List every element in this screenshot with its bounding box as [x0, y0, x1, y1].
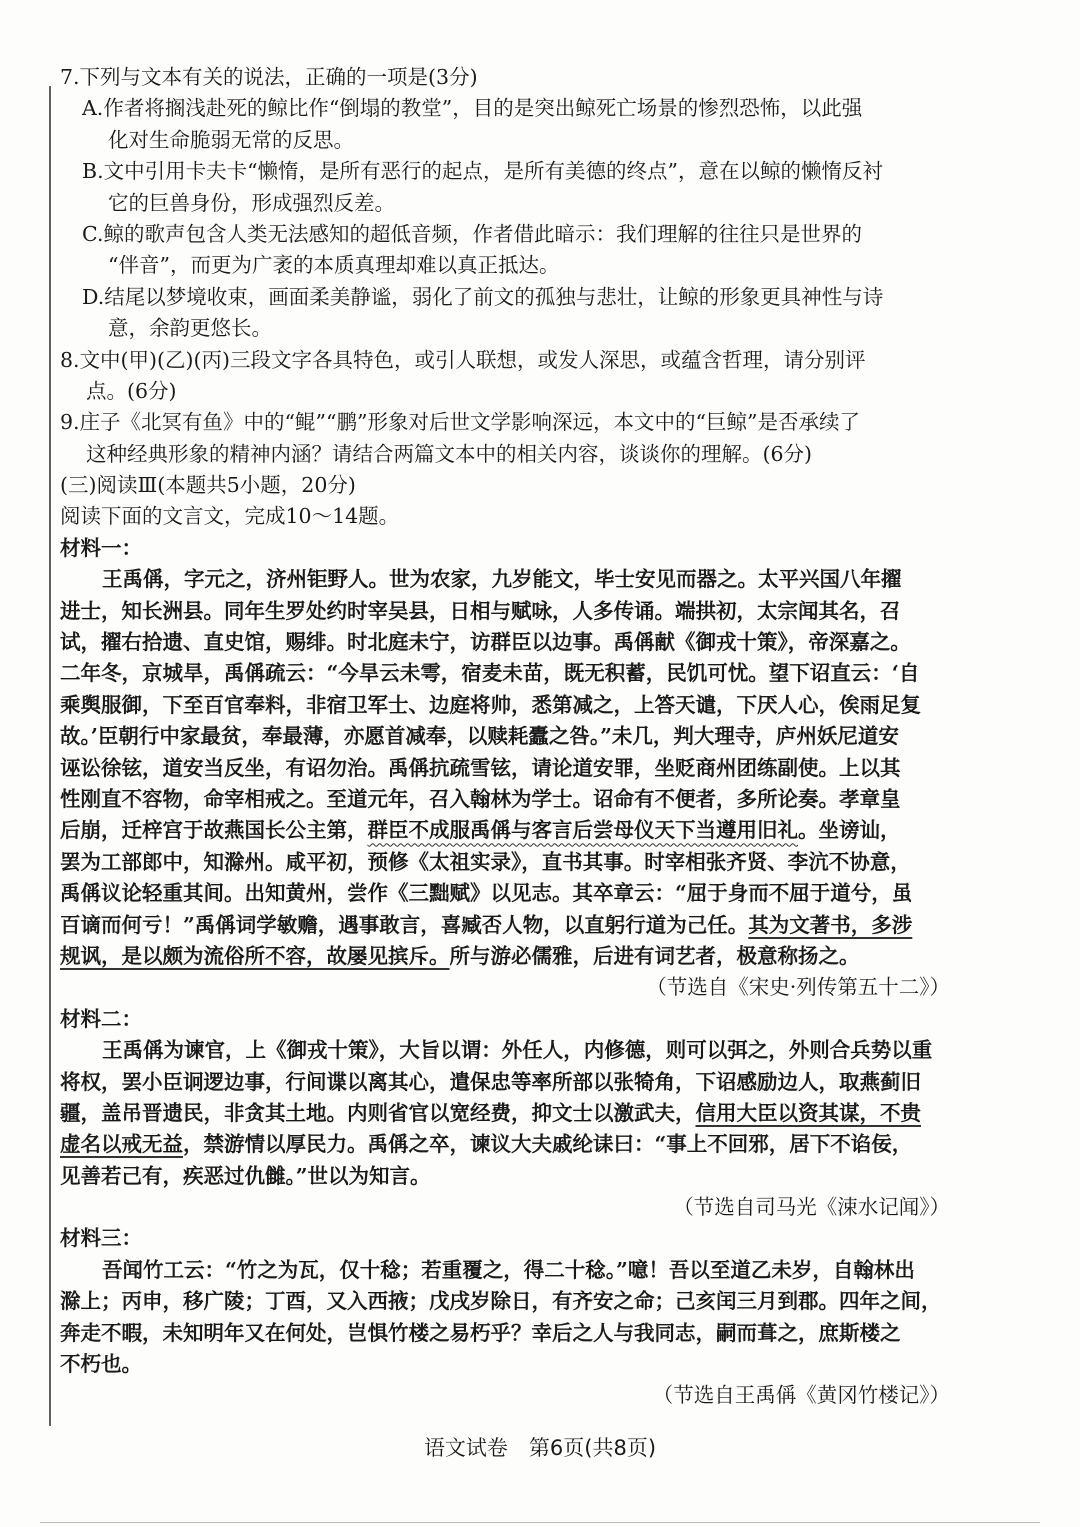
page-content: [60, 62, 960, 1412]
material2-line: 将权，罢小臣诇逻边事，行间谍以离其心，遣保忠等率所部以张犄角，下诏感励边人，取燕蓟旧: [60, 1069, 921, 1094]
text-run: 。坐谤讪，: [798, 818, 901, 843]
material1-source: （节选自《宋史·列传第五十二》）: [646, 975, 950, 1000]
text-run: 后崩，迁梓宫于故燕国长公主第，: [60, 818, 368, 843]
section3-title: (三)阅读Ⅲ(本题共5小题，20分): [60, 473, 356, 498]
q8-stem-cont: 点。(6分): [86, 378, 177, 403]
material3-label: 材料三：: [60, 1226, 142, 1251]
material1-line: 二年冬，京城旱，禹偁疏云：“今旱云未雩，宿麦未苗，既无积蓄，民饥可忧。望下诏直云：‘自: [60, 661, 920, 686]
q7-option-d: D.结尾以梦境收束，画面柔美静谧，弱化了前文的孤独与悲壮，让鲸的形象更具神性与诗: [82, 284, 884, 309]
material2-line: [60, 1129, 960, 1160]
text-run: 百谪而何亏！”禹偁词学敏赡，遇事敢言，喜臧否人物，以直躬行道为己任。: [60, 912, 749, 937]
underlined-sentence: 信用大臣以资其谋，不贵: [695, 1100, 921, 1125]
q8-stem: 8.文中(甲)(乙)(丙)三段文字各具特色，或引人联想，或发人深思，或蕴含哲理，请分别评: [60, 347, 866, 372]
page-footer: 语文试卷 第6页(共8页): [423, 1436, 657, 1460]
material1-line: 王禹偁，字元之，济州钜野人。世为农家，九岁能文，毕士安见而器之。太平兴国八年擢: [102, 567, 902, 592]
material2-source: （节选自司马光《涑水记闻》）: [673, 1195, 950, 1220]
material3-line: 不朽也。: [60, 1352, 142, 1377]
material3-line: 吾闻竹工云：“竹之为瓦，仅十稔；若重覆之，得二十稔。”噫！吾以至道乙未岁，自翰林出: [102, 1257, 915, 1282]
material1-line: 故。’臣朝行中家最贫，奉最薄，亦愿首减奉，以赎耗蠹之咎。”未几，判大理寺，庐州妖尼道安: [60, 724, 899, 749]
material3-source: （节选自王禹偁《黄冈竹楼记》）: [652, 1383, 950, 1408]
material2-line: 见善若己有，疾恶过仇雠。”世以为知言。: [60, 1163, 431, 1188]
material1-line: 诬讼徐铉，道安当反坐，有诏勿治。禹偁抗疏雪铉，请论道安罪，坐贬商州团练副使。上以其: [60, 755, 901, 780]
material1-label: 材料一：: [60, 535, 142, 560]
section3-instruction: 阅读下面的文言文，完成10～14题。: [60, 504, 400, 529]
material1-line: 试，擢右拾遗、直史馆，赐绯。时北庭未宁，访群臣以边事。禹偁献《御戎十策》，帝深嘉之。: [60, 630, 911, 655]
q7-stem: 7.下列与文本有关的说法，正确的一项是(3分): [60, 65, 478, 89]
material1-line: 性刚直不容物，命宰相戒之。至道元年，召入翰林为学士。诏命有不便者，多所论奏。孝章皇: [60, 786, 901, 811]
material1-line: [60, 941, 960, 972]
material1-line: 禹偁议论轻重其间。出知黄州，尝作《三黜赋》以见志。其卒章云：“屈于身而不屈于道兮，虽: [60, 881, 913, 906]
material2-line: 王禹偁为谏官，上《御戎十策》，大旨以谓：外任人，内修德，则可以弭之，外则合兵势以重: [102, 1038, 933, 1063]
material1-line: 乘舆服御，下至百官奉料，非宿卫军士、边庭将帅，悉第减之，上答天谴，下厌人心，俟雨足复: [60, 692, 921, 717]
q9-stem-cont: 这种经典形象的精神内涵？请结合两篇文本中的相关内容，谈谈你的理解。(6分): [86, 441, 813, 466]
q7-option-a: A.作者将搁浅赴死的鲸比作“倒塌的教堂”，目的是突出鲸死亡场景的惨烈恐怖，以此强: [82, 96, 863, 121]
underlined-sentence: 其为文著书，多涉: [748, 912, 913, 937]
wavy-underlined-sentence: 群臣不成服禹偁与客言后尝母仪天下当遵用旧礼: [367, 818, 798, 843]
text-run: ，禁游情以厚民力。禹偁之卒，谏议大夫戚纶诔曰：“事上不回邪，居下不谄佞，: [183, 1132, 913, 1157]
material3-line: 奔走不暇，未知明年又在何处，岂惧竹楼之易朽乎？幸后之人与我同志，嗣而葺之，庶斯楼之: [60, 1320, 901, 1345]
underlined-sentence: 规讽，是以颇为流俗所不容，故屡见摈斥。: [60, 943, 450, 968]
material3-line: 滁上；丙申，移广陵；丁酉，又入西掖；戊戌岁除日，有齐安之命；己亥闰三月到郡。四年之间，: [60, 1289, 942, 1314]
material1-line: 罢为工部郎中，知滁州。咸平初，预修《太祖实录》，直书其事。时宰相张齐贤、李沆不协意，: [60, 849, 911, 874]
q7-option-a-cont: 化对生命脆弱无常的反思。: [108, 127, 354, 152]
material1-line: [60, 815, 960, 846]
bottom-rule: [40, 1522, 1040, 1523]
material2-line: [60, 1098, 960, 1129]
text-run: 所与游必儒雅，后进有词艺者，极意称扬之。: [449, 943, 860, 968]
q7-option-c-cont: “伴音”，而更为广袤的本质真理却难以真正抵达。: [108, 253, 560, 278]
q7-option-b-cont: 它的巨兽身份，形成强烈反差。: [108, 190, 395, 215]
material2-label: 材料二：: [60, 1006, 142, 1031]
q7-option-d-cont: 意，余韵更悠长。: [108, 316, 272, 341]
material1-line: [60, 910, 960, 941]
underlined-sentence: 虚名以戒无益: [60, 1132, 183, 1157]
material1-line: 进士，知长洲县。同年生罗处约时宰吴县，日相与赋咏，人多传诵。端拱初，太宗闻其名，召: [60, 598, 901, 623]
q9-stem: 9.庄子《北冥有鱼》中的“鲲”“鹏”形象对后世文学影响深远，本文中的“巨鲸”是否承续了: [60, 410, 860, 435]
q7-option-b: B.文中引用卡夫卡“懒惰，是所有恶行的起点，是所有美德的终点”，意在以鲸的懒惰反衬: [82, 159, 884, 184]
q7-option-c: C.鲸的歌声包含人类无法感知的超低音频，作者借此暗示：我们理解的往往只是世界的: [82, 221, 862, 246]
binding-margin-rule: [49, 86, 51, 1426]
text-run: 疆，盖吊晋遗民，非贪其土地。内则省官以宽经费，抑文士以激武夫，: [60, 1100, 696, 1125]
